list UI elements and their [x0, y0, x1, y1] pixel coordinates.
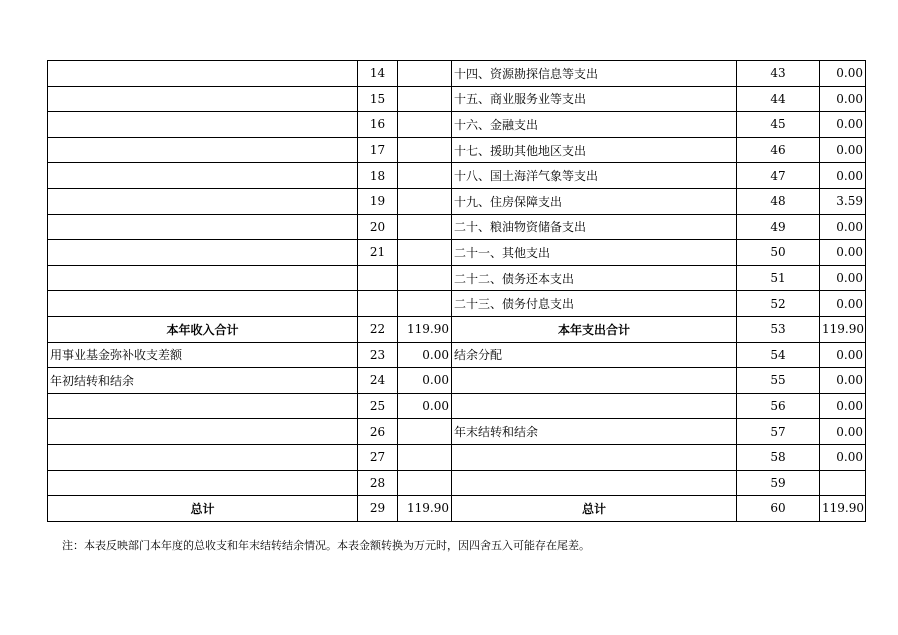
table-row [48, 342, 866, 368]
table-row [48, 137, 866, 163]
table-row [48, 316, 866, 342]
right-amount: 0.00 [820, 214, 866, 240]
left-item-name [48, 214, 358, 240]
left-item-name [48, 188, 358, 214]
table-row [48, 86, 866, 112]
right-item-name: 总计 [452, 496, 737, 522]
table-row [48, 214, 866, 240]
right-line-no: 58 [737, 444, 820, 470]
right-item-name: 十八、国土海洋气象等支出 [452, 163, 737, 189]
table-row [48, 265, 866, 291]
right-line-no: 45 [737, 112, 820, 138]
right-item-name: 二十一、其他支出 [452, 240, 737, 266]
table-row [48, 188, 866, 214]
right-line-no: 60 [737, 496, 820, 522]
right-item-name: 十四、资源勘探信息等支出 [452, 61, 737, 87]
left-amount [398, 444, 452, 470]
left-amount [398, 470, 452, 496]
left-line-no: 29 [358, 496, 398, 522]
table-row [48, 291, 866, 317]
left-amount [398, 112, 452, 138]
right-amount: 0.00 [820, 137, 866, 163]
right-item-name: 二十三、债务付息支出 [452, 291, 737, 317]
right-item-name: 十五、商业服务业等支出 [452, 86, 737, 112]
table-row [48, 393, 866, 419]
table-row [48, 163, 866, 189]
left-item-name [48, 444, 358, 470]
left-amount: 119.90 [398, 496, 452, 522]
right-item-name: 十六、金融支出 [452, 112, 737, 138]
right-amount: 0.00 [820, 393, 866, 419]
left-amount [398, 61, 452, 87]
table-note: 注：本表反映部门本年度的总收支和年末结转结余情况。本表金额转换为万元时，因四舍五入可能存在尾差。 [62, 539, 590, 552]
left-amount: 0.00 [398, 342, 452, 368]
left-line-no: 26 [358, 419, 398, 445]
left-item-name [48, 419, 358, 445]
left-item-name: 年初结转和结余 [48, 368, 358, 394]
left-item-name [48, 163, 358, 189]
right-amount: 0.00 [820, 444, 866, 470]
table-row [48, 419, 866, 445]
right-line-no: 51 [737, 265, 820, 291]
right-line-no: 49 [737, 214, 820, 240]
left-line-no: 19 [358, 188, 398, 214]
right-item-name: 年末结转和结余 [452, 419, 737, 445]
left-amount [398, 240, 452, 266]
right-amount: 0.00 [820, 112, 866, 138]
left-amount [398, 188, 452, 214]
right-amount: 0.00 [820, 240, 866, 266]
right-line-no: 48 [737, 188, 820, 214]
left-line-no: 22 [358, 316, 398, 342]
right-line-no: 56 [737, 393, 820, 419]
right-line-no: 46 [737, 137, 820, 163]
right-line-no: 44 [737, 86, 820, 112]
table-body [48, 61, 866, 522]
table-row [48, 368, 866, 394]
right-line-no: 53 [737, 316, 820, 342]
right-item-name [452, 368, 737, 394]
left-item-name: 用事业基金弥补收支差额 [48, 342, 358, 368]
right-amount: 0.00 [820, 86, 866, 112]
income-expenditure-table [47, 60, 866, 522]
left-item-name [48, 112, 358, 138]
right-item-name: 二十、粮油物资储备支出 [452, 214, 737, 240]
left-line-no: 16 [358, 112, 398, 138]
right-item-name: 二十二、债务还本支出 [452, 265, 737, 291]
right-line-no: 47 [737, 163, 820, 189]
right-item-name [452, 444, 737, 470]
right-item-name: 十七、援助其他地区支出 [452, 137, 737, 163]
left-item-name [48, 393, 358, 419]
left-amount: 119.90 [398, 316, 452, 342]
table-row [48, 444, 866, 470]
table-row [48, 240, 866, 266]
table-row [48, 61, 866, 87]
left-amount [398, 265, 452, 291]
right-item-name [452, 470, 737, 496]
left-line-no [358, 265, 398, 291]
left-item-name [48, 291, 358, 317]
right-amount: 0.00 [820, 291, 866, 317]
left-item-name: 本年收入合计 [48, 316, 358, 342]
right-amount: 0.00 [820, 419, 866, 445]
left-amount [398, 419, 452, 445]
table-row [48, 112, 866, 138]
left-item-name [48, 137, 358, 163]
table-row [48, 496, 866, 522]
left-amount [398, 214, 452, 240]
right-amount: 0.00 [820, 368, 866, 394]
right-line-no: 43 [737, 61, 820, 87]
left-line-no: 25 [358, 393, 398, 419]
left-amount: 0.00 [398, 393, 452, 419]
right-amount: 3.59 [820, 188, 866, 214]
left-line-no: 27 [358, 444, 398, 470]
right-amount [820, 470, 866, 496]
left-amount [398, 291, 452, 317]
left-amount: 0.00 [398, 368, 452, 394]
right-amount: 119.90 [820, 496, 866, 522]
left-line-no: 18 [358, 163, 398, 189]
left-amount [398, 163, 452, 189]
right-item-name: 结余分配 [452, 342, 737, 368]
left-item-name [48, 86, 358, 112]
left-line-no: 24 [358, 368, 398, 394]
right-item-name: 本年支出合计 [452, 316, 737, 342]
right-item-name [452, 393, 737, 419]
left-line-no: 15 [358, 86, 398, 112]
right-line-no: 52 [737, 291, 820, 317]
right-amount: 0.00 [820, 265, 866, 291]
left-item-name [48, 265, 358, 291]
left-amount [398, 137, 452, 163]
right-line-no: 50 [737, 240, 820, 266]
right-line-no: 54 [737, 342, 820, 368]
left-line-no: 17 [358, 137, 398, 163]
left-line-no: 20 [358, 214, 398, 240]
left-item-name [48, 61, 358, 87]
left-line-no: 23 [358, 342, 398, 368]
left-item-name [48, 240, 358, 266]
right-line-no: 57 [737, 419, 820, 445]
left-line-no: 21 [358, 240, 398, 266]
right-amount: 119.90 [820, 316, 866, 342]
right-amount: 0.00 [820, 163, 866, 189]
right-item-name: 十九、住房保障支出 [452, 188, 737, 214]
right-amount: 0.00 [820, 342, 866, 368]
left-line-no: 28 [358, 470, 398, 496]
left-item-name [48, 470, 358, 496]
left-line-no [358, 291, 398, 317]
table-row [48, 470, 866, 496]
right-amount: 0.00 [820, 61, 866, 87]
left-amount [398, 86, 452, 112]
right-line-no: 55 [737, 368, 820, 394]
left-line-no: 14 [358, 61, 398, 87]
right-line-no: 59 [737, 470, 820, 496]
left-item-name: 总计 [48, 496, 358, 522]
